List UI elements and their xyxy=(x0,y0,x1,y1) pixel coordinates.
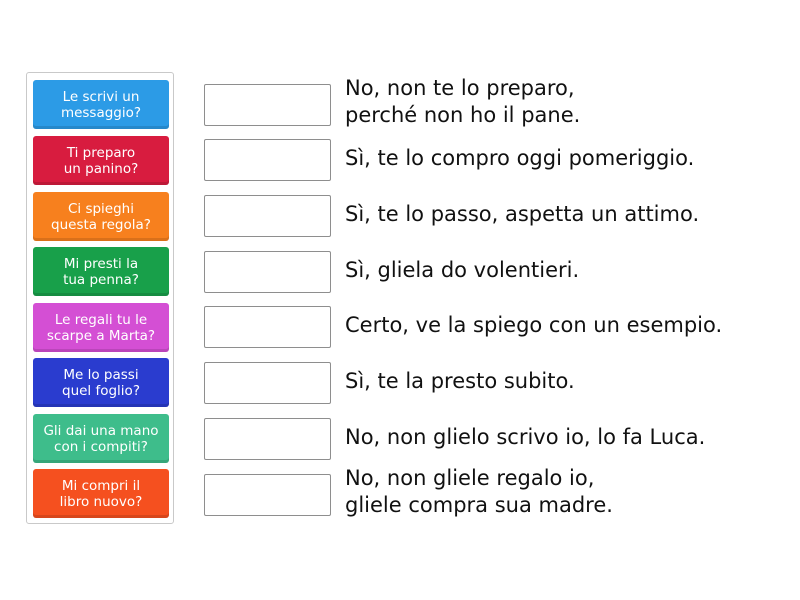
draggable-card-3[interactable] xyxy=(33,192,169,241)
draggable-card-5[interactable] xyxy=(33,303,169,352)
card-tray xyxy=(26,72,174,524)
draggable-card-2[interactable] xyxy=(33,136,169,185)
drop-target-3[interactable] xyxy=(204,195,331,237)
drop-target-8[interactable] xyxy=(204,474,331,516)
draggable-card-7[interactable] xyxy=(33,414,169,463)
answer-text-3: Sì, te lo passo, aspetta un attimo. xyxy=(345,202,700,226)
drop-target-4[interactable] xyxy=(204,251,331,293)
drop-target-6[interactable] xyxy=(204,362,331,404)
card-label: Le scrivi un messaggio? xyxy=(60,88,142,121)
answer-text-6: Sì, te la presto subito. xyxy=(345,369,575,393)
drop-target-2[interactable] xyxy=(204,139,331,181)
answer-text-8: No, non gliele regalo io, gliele compra sua madre. xyxy=(345,466,613,517)
draggable-card-6[interactable] xyxy=(33,358,169,407)
drop-target-1[interactable] xyxy=(204,84,331,126)
card-label: Gli dai una mano con i compiti? xyxy=(43,422,159,455)
card-label: Me lo passi quel foglio? xyxy=(62,366,140,399)
draggable-card-1[interactable] xyxy=(33,80,169,129)
card-label: Ci spieghi questa regola? xyxy=(51,200,151,233)
answer-text-4: Sì, gliela do volentieri. xyxy=(345,258,580,282)
draggable-card-8[interactable] xyxy=(33,469,169,518)
card-label: Mi presti la tua penna? xyxy=(63,255,139,288)
card-label: Le regali tu le scarpe a Marta? xyxy=(46,311,156,344)
drop-target-7[interactable] xyxy=(204,418,331,460)
card-label: Ti preparo un panino? xyxy=(63,144,139,177)
answer-text-1: No, non te lo preparo, perché non ho il pane. xyxy=(345,76,581,127)
draggable-card-4[interactable] xyxy=(33,247,169,296)
answer-text-7: No, non glielo scrivo io, lo fa Luca. xyxy=(345,425,706,449)
answer-text-5: Certo, ve la spiego con un esempio. xyxy=(345,313,723,337)
answer-text-2: Sì, te lo compro oggi pomeriggio. xyxy=(345,146,695,170)
drop-target-5[interactable] xyxy=(204,306,331,348)
card-label: Mi compri il libro nuovo? xyxy=(59,477,143,510)
